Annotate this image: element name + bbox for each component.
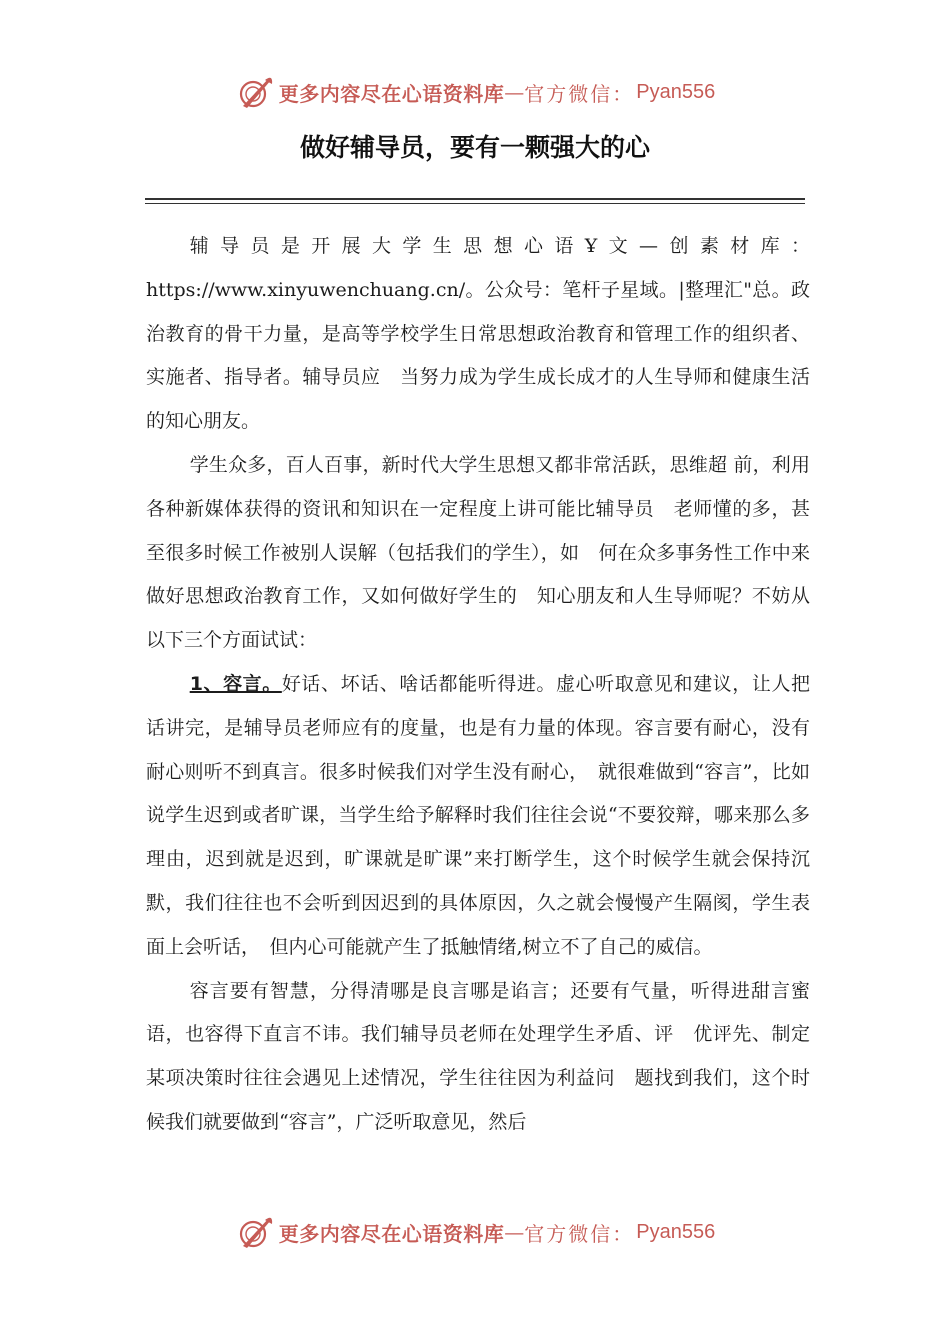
- paragraph-2: 学生众多，百人百事，新时代大学生思想又都非常活跃，思维超 前，利用各种新媒体获得的资讯和知识在一定程度上讲可能比辅导员 老师懂的多，甚至很多时候工作被别人误解（包括我们的学生），如 何在众多事务性工作中来做好思想政治教育工作，又如何做好学生的 知心朋友和人生导师呢？不妨从以下三个方面试试：: [146, 453, 810, 652]
- banner-wechat-label: 官方微信：: [524, 81, 635, 106]
- banner-wechat-id: Pyan556: [636, 80, 716, 103]
- banner-separator: —: [504, 80, 525, 104]
- header-banner: [0, 72, 950, 112]
- section-heading: 1、容言。: [189, 672, 282, 695]
- footer-banner-wechat-id: Pyan556: [636, 1220, 716, 1243]
- article-body: [146, 225, 810, 1145]
- article-title: 做好辅导员，要有一颗强大的心: [299, 133, 650, 162]
- paragraph-4: 容言要有智慧，分得清哪是良言哪是谄言；还要有气量，听得进甜言蜜语，也容得下直言不讳。我们辅导员老师在处理学生矛盾、评 优评先、制定某项决策时往往会遇见上述情况，学生往往因为利益问 题找到我们，这个时候我们就要做到“容言”，广泛听取意见，然后: [146, 979, 810, 1133]
- quill-pen-logo-icon: [235, 72, 275, 112]
- paragraph-3-text: 好话、坏话、啥话都能听得进。虚心听取意见和建议，让人把话讲完，是辅导员老师应有的度量，也是有力量的体现。容言要有耐心，没有耐心则听不到真言。很多时候我们对学生没有耐心， 就很难做到“容言”，比如说学生迟到或者旷课，当学生给予解释时我们往往会说“不要狡辩，哪来那么多理由，迟到就是迟到，旷课就是旷课”来打断学生，这个时候学生就会保持沉默，我们往往也不会听到因迟到的具体原因，久之就会慢慢产生隔阂，学生表面上会听话， 但内心可能就产生了抵触情绪,树立不了自己的威信。: [146, 672, 810, 958]
- footer-banner: [0, 1212, 950, 1252]
- title-divider-thick: [145, 198, 805, 200]
- quill-pen-logo-icon: [235, 1212, 275, 1252]
- paragraph-1: 辅导员是开展大学生思想心语Ұ文—创素材库：https://www.xinyuwenchuang.cn/。公众号：笔杆子星域。|整理汇"总。政治教育的骨干力量，是高等学校学生日常思想政治教育和管理工作的组织者、实施者、指导者。辅导员应 当努力成为学生成长成才的人生导师和健康生活的知心朋友。: [146, 235, 810, 433]
- banner-title: 更多内容尽在心语资料库: [278, 81, 505, 106]
- footer-banner-title: 更多内容尽在心语资料库: [278, 1221, 505, 1246]
- footer-banner-wechat-label: 官方微信：: [524, 1221, 635, 1246]
- footer-banner-separator: —: [504, 1220, 525, 1244]
- paragraph-3: [146, 663, 810, 970]
- title-divider-thin: [145, 203, 805, 204]
